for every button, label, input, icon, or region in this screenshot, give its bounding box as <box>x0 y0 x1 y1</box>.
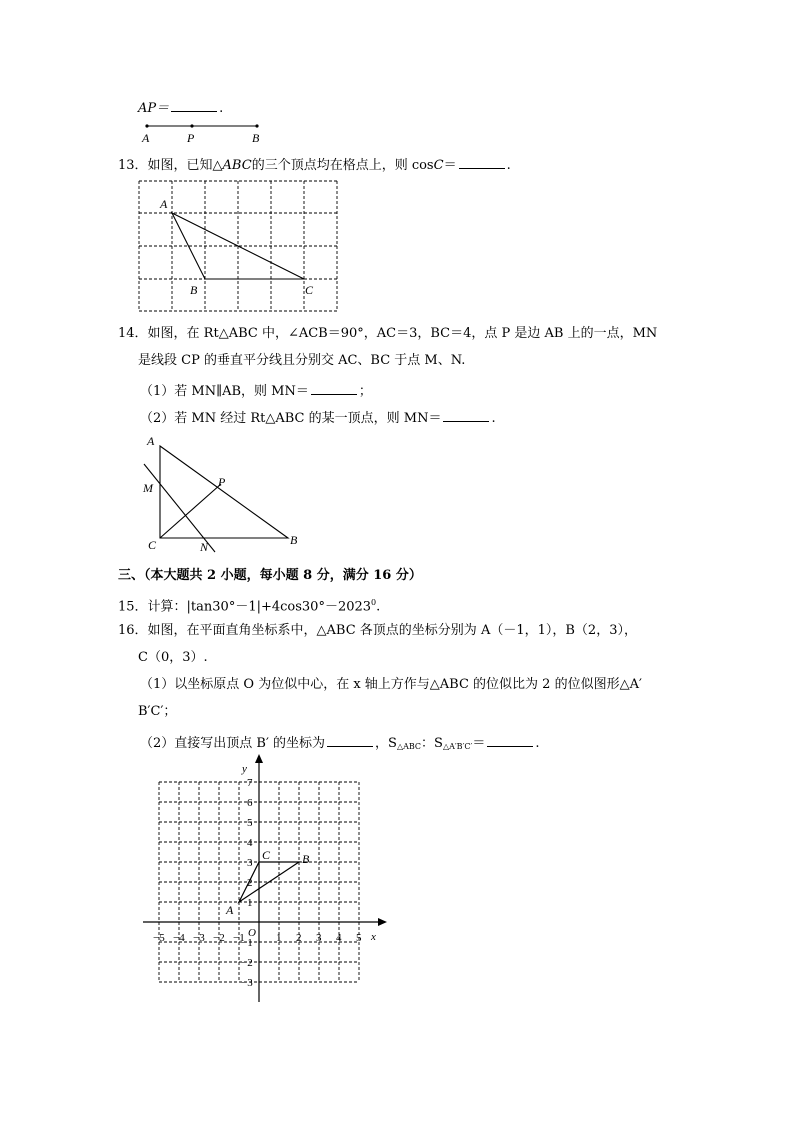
q13-label-c: C <box>305 283 314 297</box>
q12-answer-line <box>138 98 223 117</box>
x-axis-arrow <box>378 918 387 926</box>
q16-number: 16． <box>118 623 148 638</box>
q13-answer-blank[interactable] <box>459 155 505 169</box>
q14-stem-text2: 是线段 CP 的垂直平分线且分别交 AC、BC 于点 M、N. <box>138 353 466 368</box>
q14-number: 14． <box>118 326 148 341</box>
y-tick-label: 6 <box>247 797 253 809</box>
q14-stem-line2 <box>138 353 465 369</box>
x-tick-label: −4 <box>173 932 185 944</box>
y-axis-label: y <box>242 763 247 775</box>
y-tick-label: −1 <box>241 937 253 949</box>
x-tick-label: 4 <box>336 932 342 944</box>
q16-coordinate-figure <box>135 752 395 1004</box>
q16-sub2-s1: △ABC <box>396 742 422 751</box>
q14-label-p: P <box>218 475 226 489</box>
section3-title: 三、（本大题共 2 小题，每小题 8 分，满分 16 分） <box>118 568 422 583</box>
q16-tick-labels <box>153 777 362 989</box>
x-tick-label: 1 <box>276 932 282 944</box>
y-tick-label: 5 <box>247 817 253 829</box>
x-tick-label: −3 <box>193 932 205 944</box>
q16-sub2-end: . <box>535 736 540 751</box>
q16-sub1-text1: （1）以坐标原点 O 为位似中心，在 x 轴上方作与△ABC 的位似比为 2 的位似图形△A′ <box>140 677 642 692</box>
q14-sub1 <box>140 381 372 400</box>
q13-label-a: A <box>160 197 168 211</box>
q13-text-mid: 的三个顶点均在格点上，则 cos <box>251 158 434 173</box>
q14-triangle <box>160 446 288 538</box>
q15-text: 计算：|tan30°－1|+4cos30°－2023 <box>147 599 372 615</box>
y-tick-label: −2 <box>241 957 253 969</box>
x-tick-label: 3 <box>316 932 322 944</box>
q14-sub1-end: ； <box>358 384 372 399</box>
x-tick-label: 5 <box>356 932 362 944</box>
q14-figure <box>138 430 308 560</box>
q16-sub1-text2: B′C′； <box>138 704 177 719</box>
q15-exponent: 0 <box>371 598 377 607</box>
q13-end: . <box>506 158 511 173</box>
y-tick-label: 3 <box>247 857 253 869</box>
q16-sub1-line2 <box>138 704 176 720</box>
q16-sub2-eq: ＝ <box>472 736 486 751</box>
origin-label: O <box>248 927 256 939</box>
q16-sub2-blank1[interactable] <box>327 733 373 747</box>
y-axis-arrow <box>255 754 263 763</box>
q12-answer-suffix: . <box>219 101 224 116</box>
q14-sub1-blank[interactable] <box>311 381 357 395</box>
q16-stem-line1 <box>118 623 637 639</box>
x-axis-label: x <box>371 931 376 943</box>
y-tick-label: 7 <box>247 777 253 789</box>
q14-label-a: A <box>147 434 155 448</box>
x-tick-label: −2 <box>213 932 225 944</box>
q13-text-before: 如图，已知△ <box>147 158 223 173</box>
y-tick-label: 1 <box>247 897 253 909</box>
point-c-label: C <box>262 848 271 862</box>
y-tick-label: −3 <box>241 977 253 989</box>
q14-stem-text1: 如图，在 Rt△ABC 中，∠ACB＝90°，AC＝3，BC＝4，点 P 是边 AB 上的一点，MN <box>147 326 658 341</box>
q16-sub2-prefix: （2）直接写出顶点 B′ 的坐标为 <box>140 736 326 751</box>
q12-answer-prefix: AP＝ <box>138 101 170 116</box>
q16-sub2-blank2[interactable] <box>487 733 533 747</box>
q12-answer-blank[interactable] <box>171 98 217 112</box>
q16-sub2-colon: ：S <box>421 736 443 751</box>
q13-abc: ABC <box>222 158 252 173</box>
q14-sub2-text: （2）若 MN 经过 Rt△ABC 的某一顶点，则 MN＝ <box>140 411 442 426</box>
q13-label-b: B <box>190 283 198 297</box>
q16-sub1-line1 <box>140 677 642 693</box>
q14-label-c: C <box>148 538 157 552</box>
q14-stem-line1 <box>118 326 657 342</box>
q16-stem-text2: C（0，3）. <box>138 650 208 665</box>
x-tick-label: 2 <box>296 932 302 944</box>
q13-number: 13． <box>118 158 148 173</box>
q13-c: C <box>433 158 444 173</box>
q15-number: 15． <box>118 599 148 615</box>
q16-stem-line2 <box>138 650 208 666</box>
q14-sub1-text: （1）若 MN∥AB，则 MN＝ <box>140 384 309 399</box>
q14-sub2-blank[interactable] <box>443 408 489 422</box>
q12-point-b: B <box>252 131 260 145</box>
q14-label-m: M <box>143 481 153 495</box>
q16-sub2-s2: △A′B′C′ <box>442 742 473 751</box>
q13-stem <box>118 155 511 174</box>
y-tick-label: 4 <box>247 837 253 849</box>
q12-point-a: A <box>142 131 150 145</box>
q15-stem <box>118 595 380 615</box>
point-b-label: B <box>302 852 310 866</box>
q16-sub2-mid: ，S <box>375 736 397 751</box>
q14-label-n: N <box>200 540 209 554</box>
q16-stem-text1: 如图，在平面直角坐标系中，△ABC 各顶点的坐标分别为 A（－1，1），B（2，3）， <box>147 623 637 638</box>
q14-sub2 <box>140 408 496 427</box>
point-a-label: A <box>226 903 234 917</box>
q16-triangle-group <box>225 848 310 917</box>
y-tick-label: 2 <box>247 877 253 889</box>
q13-grid-figure <box>138 180 340 314</box>
q12-point-p: P <box>187 131 195 145</box>
q13-eq: ＝ <box>443 158 457 173</box>
q16-axes <box>143 754 387 1002</box>
q14-label-b: B <box>290 533 298 547</box>
x-tick-label: −1 <box>233 932 245 944</box>
x-tick-label: −5 <box>153 932 165 944</box>
q14-sub2-end: . <box>491 411 496 426</box>
q12-segment-figure <box>138 118 268 146</box>
q14-segment-cp <box>160 484 221 538</box>
q15-end: . <box>376 599 381 615</box>
